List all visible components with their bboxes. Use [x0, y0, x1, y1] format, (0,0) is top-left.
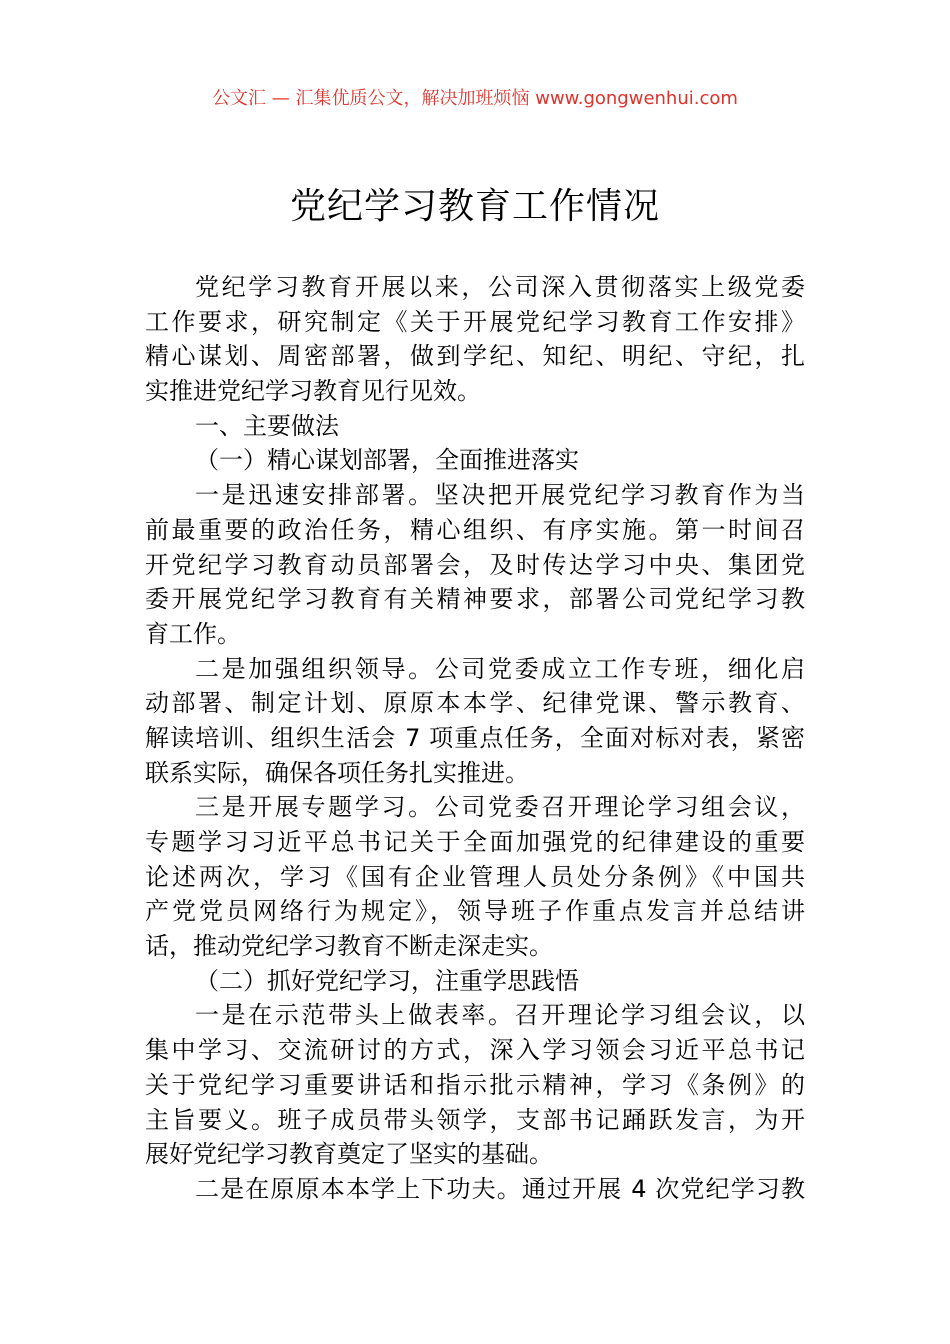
text-line: 委开展党纪学习教育有关精神要求，部署公司党纪学习教 — [145, 585, 805, 614]
text-line: 一是迅速安排部署。坚决把开展党纪学习教育作为当 — [195, 481, 805, 510]
text-line: 集中学习、交流研讨的方式，深入学习领会习近平总书记 — [145, 1036, 805, 1065]
text-line: 前最重要的政治任务，精心组织、有序实施。第一时间召 — [145, 515, 805, 544]
text-line: 三是开展专题学习。公司党委召开理论学习组会议， — [195, 793, 805, 822]
text-line: 一是在示范带头上做表率。召开理论学习组会议，以 — [195, 1001, 805, 1030]
text-line: 话，推动党纪学习教育不断走深走实。 — [145, 932, 553, 961]
text-line: 专题学习习近平总书记关于全面加强党的纪律建设的重要 — [145, 828, 805, 856]
text-line: 一、主要做法 — [195, 411, 339, 440]
text-line: 论述两次，学习《国有企业管理人员处分条例》《中国共 — [145, 862, 805, 891]
text-line: 联系实际，确保各项任务扎实推进。 — [145, 758, 529, 787]
watermark-banner: 公文汇 — 汇集优质公文，解决加班烦恼 www.gongwenhui.com — [212, 88, 738, 109]
text-line: 展好党纪学习教育奠定了坚实的基础。 — [145, 1140, 553, 1169]
text-line: 关于党纪学习重要讲话和指示批示精神，学习《条例》的 — [145, 1070, 805, 1099]
text-line: 工作要求，研究制定《关于开展党纪学习教育工作安排》 — [145, 307, 805, 336]
text-line: 二是在原原本本学上下功夫。通过开展 4 次党纪学习教 — [195, 1174, 805, 1203]
text-line: 动部署、制定计划、原原本本学、纪律党课、警示教育、 — [145, 689, 805, 718]
text-line: 解读培训、组织生活会 7 项重点任务，全面对标对表，紧密 — [145, 723, 805, 752]
text-line: 二是加强组织领导。公司党委成立工作专班，细化启 — [195, 654, 805, 683]
text-line: 开党纪学习教育动员部署会，及时传达学习中央、集团党 — [145, 550, 805, 579]
document-body — [145, 270, 805, 1207]
text-line: 党纪学习教育开展以来，公司深入贯彻落实上级党委 — [195, 273, 805, 301]
text-line: 主旨要义。班子成员带头领学，支部书记踊跃发言，为开 — [145, 1105, 805, 1134]
text-line: 精心谋划、周密部署，做到学纪、知纪、明纪、守纪，扎 — [145, 342, 805, 371]
text-line: 育工作。 — [145, 619, 241, 648]
text-line: （一）精心谋划部署，全面推进落实 — [195, 446, 579, 475]
document-title: 党纪学习教育工作情况 — [289, 186, 660, 227]
text-line: 实推进党纪学习教育见行见效。 — [145, 377, 481, 406]
text-line: 产党党员网络行为规定》，领导班子作重点发言并总结讲 — [145, 897, 805, 926]
text-line: （二）抓好党纪学习，注重学思践悟 — [195, 966, 579, 995]
